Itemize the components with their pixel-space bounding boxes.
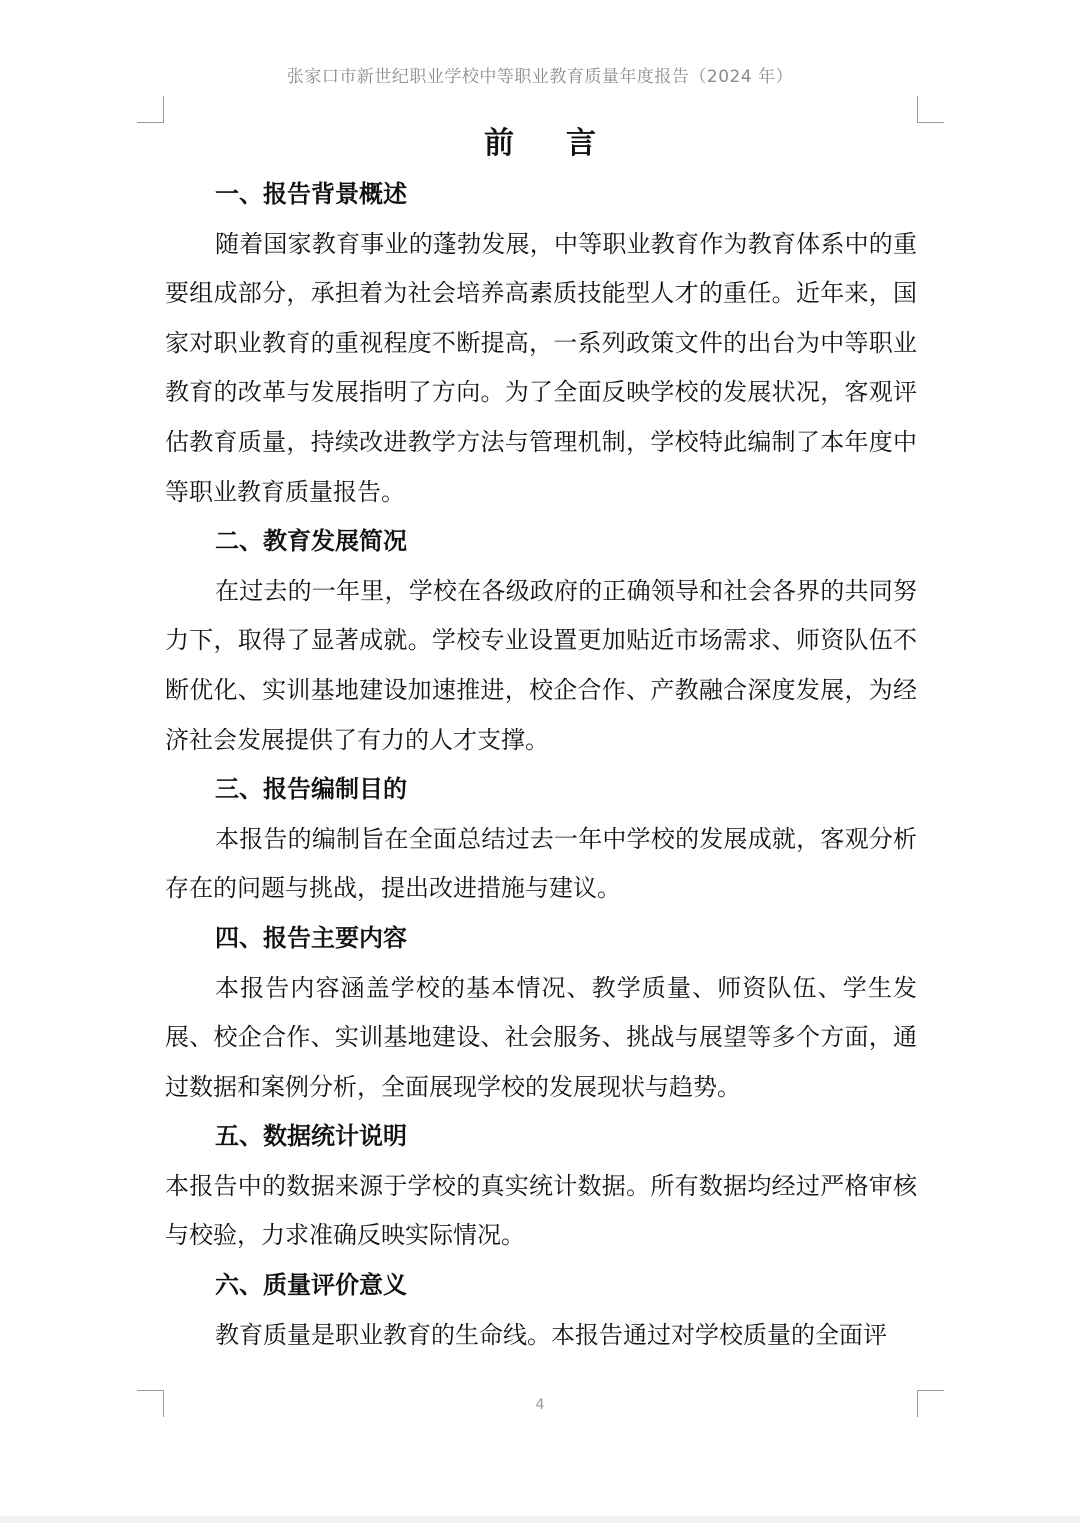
section-body-6: 教育质量是职业教育的生命线。本报告通过对学校质量的全面评 bbox=[215, 1320, 887, 1349]
section-heading-1: 一、报告背景概述 bbox=[215, 180, 407, 208]
document-body bbox=[165, 170, 917, 1360]
section-body-4: 本报告内容涵盖学校的基本情况、教学质量、师资队伍、学生发展、校企合作、实训基地建设、社会服务、挑战与展望等多个方面，通过数据和案例分析，全面展现学校的发展现状与趋势。 bbox=[165, 973, 917, 1101]
section-heading-2: 二、教育发展简况 bbox=[215, 527, 407, 556]
section-body-3: 本报告的编制旨在全面总结过去一年中学校的发展成就，客观分析存在的问题与挑战，提出改进措施与建议。 bbox=[165, 824, 917, 903]
page-bottom-edge bbox=[0, 1516, 1080, 1523]
section-body-1: 随着国家教育事业的蓬勃发展，中等职业教育作为教育体系中的重要组成部分，承担着为社会培养高素质技能型人才的重任。近年来，国家对职业教育的重视程度不断提高，一系列政策文件的出台为中等职业教育的改革与发展指明了方向。为了全面反映学校的发展状况，客观评估教育质量，持续改进教学方法与管理机制，学校特此编制了本年度中等职业教育质量报告。 bbox=[165, 229, 917, 506]
section-body-2: 在过去的一年里，学校在各级政府的正确领导和社会各界的共同努力下，取得了显著成就。学校专业设置更加贴近市场需求、师资队伍不断优化、实训基地建设加速推进，校企合作、产教融合深度发展，为经济社会发展提供了有力的人才支撑。 bbox=[165, 576, 917, 754]
section-heading-6: 六、质量评价意义 bbox=[215, 1271, 407, 1300]
section-heading-5: 五、数据统计说明 bbox=[215, 1122, 407, 1151]
section-heading-4: 四、报告主要内容 bbox=[215, 923, 407, 952]
page-title: 前言 bbox=[484, 126, 648, 161]
page-number: 4 bbox=[535, 1397, 545, 1413]
section-body-5: 本报告中的数据来源于学校的真实统计数据。所有数据均经过严格审核与校验，力求准确反映实际情况。 bbox=[165, 1171, 917, 1250]
section-heading-3: 三、报告编制目的 bbox=[215, 775, 407, 804]
running-header: 张家口市新世纪职业学校中等职业教育质量年度报告（2024 年） bbox=[286, 67, 794, 87]
